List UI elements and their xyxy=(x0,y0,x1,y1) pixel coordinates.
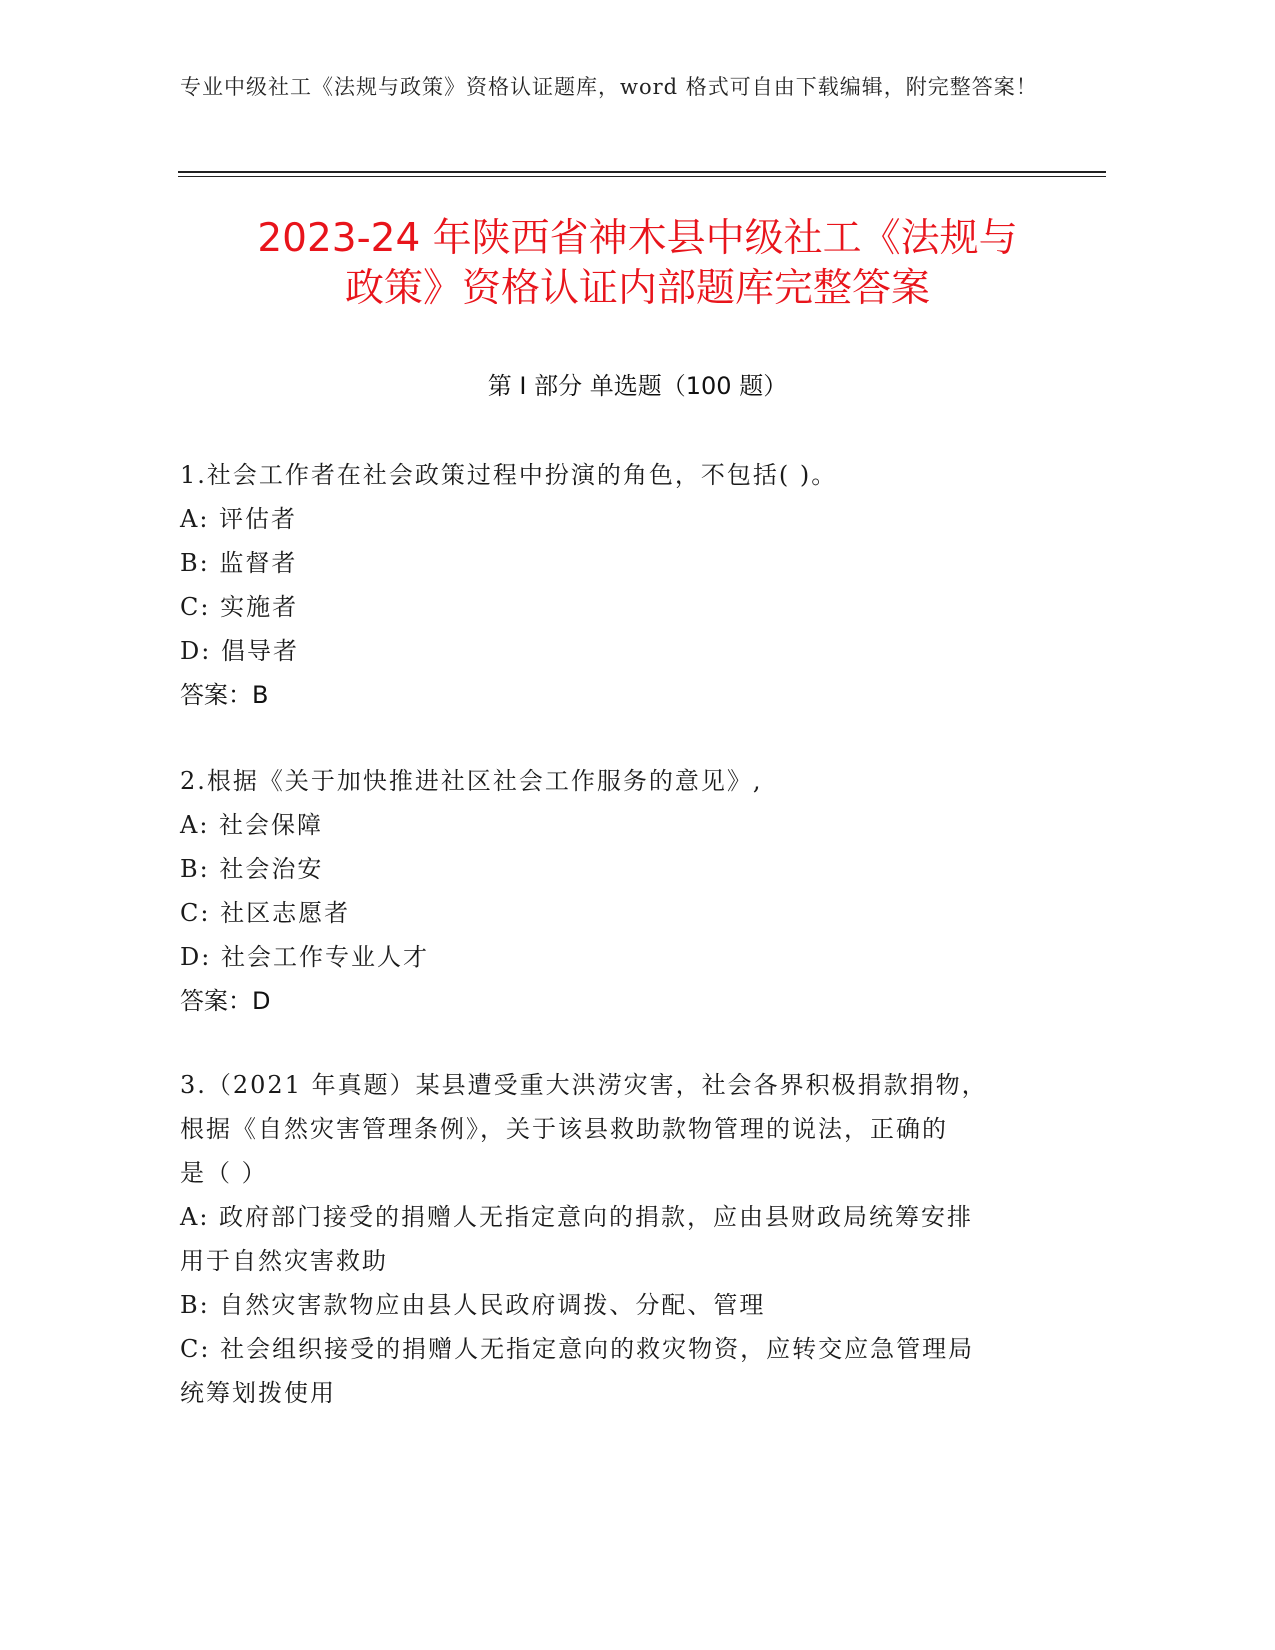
question-stem-line-3: 是（ ） xyxy=(180,1159,268,1187)
question-3 xyxy=(180,1063,1040,1415)
option-a: A: 评估者 xyxy=(180,505,298,533)
option-c-line-2: 统筹划拨使用 xyxy=(180,1379,336,1407)
document-title xyxy=(150,214,1125,314)
header-rule-thin xyxy=(178,176,1106,177)
title-line-1: 2023-24 年陕西省神木县中级社工《法规与 xyxy=(257,216,1018,261)
question-stem: 1.社会工作者在社会政策过程中扮演的角色，不包括( )。 xyxy=(180,461,838,489)
answer-line: 答案：B xyxy=(180,681,269,709)
header-rule-thick xyxy=(178,171,1106,173)
question-stem-line-1: 3.（2021 年真题）某县遭受重大洪涝灾害，社会各界积极捐款捐物， xyxy=(180,1071,988,1099)
option-a-line-1: A: 政府部门接受的捐赠人无指定意向的捐款，应由县财政局统筹安排 xyxy=(180,1203,974,1231)
option-a: A: 社会保障 xyxy=(180,811,324,839)
option-b: B: 自然灾害款物应由县人民政府调拨、分配、管理 xyxy=(180,1291,766,1319)
option-c: C: 实施者 xyxy=(180,593,299,621)
option-d: D: 倡导者 xyxy=(180,637,299,665)
option-b: B: 监督者 xyxy=(180,549,298,577)
option-a-line-2: 用于自然灾害救助 xyxy=(180,1247,388,1275)
title-line-2: 政策》资格认证内部题库完整答案 xyxy=(344,266,930,311)
option-b: B: 社会治安 xyxy=(180,855,324,883)
question-stem-line-2: 根据《自然灾害管理条例》，关于该县救助款物管理的说法，正确的 xyxy=(180,1115,948,1143)
option-c: C: 社区志愿者 xyxy=(180,899,351,927)
question-stem: 2.根据《关于加快推进社区社会工作服务的意见》, xyxy=(180,767,763,795)
header-note: 专业中级社工《法规与政策》资格认证题库，word 格式可自由下载编辑，附完整答案！ xyxy=(180,75,1038,99)
answer-line: 答案：D xyxy=(180,987,271,1015)
section-heading: 第 I 部分 单选题（100 题） xyxy=(487,372,788,400)
option-d: D: 社会工作专业人才 xyxy=(180,943,429,971)
option-c-line-1: C: 社会组织接受的捐赠人无指定意向的救灾物资，应转交应急管理局 xyxy=(180,1335,975,1363)
question-2 xyxy=(180,759,1040,1023)
question-1 xyxy=(180,453,1040,717)
